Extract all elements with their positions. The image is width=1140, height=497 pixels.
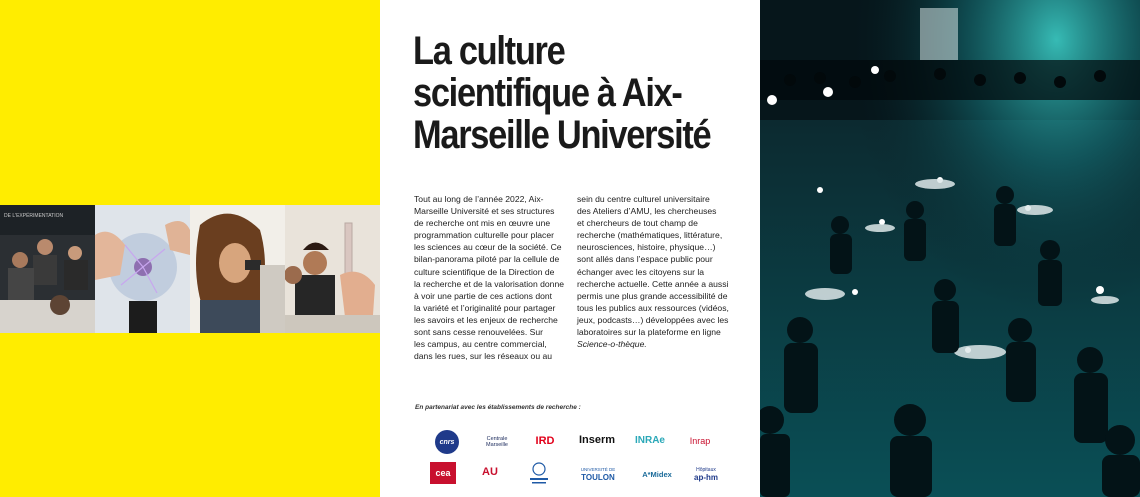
avignon-logo-text: AU — [482, 466, 498, 478]
title-line-2: scientifique à Aix- — [413, 71, 682, 115]
cea-logo-text: cea — [435, 468, 451, 478]
photo-students-test-tube — [285, 205, 380, 333]
cnrs-logo-text: cnrs — [439, 438, 455, 446]
amidex-logo — [638, 466, 676, 482]
body-line: laboratoires sur la plateforme en ligne — [577, 327, 721, 338]
toulon-logo-text: TOULON — [581, 473, 615, 482]
body-line: dans les rues, sur les réseaux ou au — [414, 351, 553, 362]
inrap-logo — [680, 432, 720, 450]
event-photo-image — [760, 0, 1140, 497]
inrae-logo-text: INRAe — [634, 434, 665, 446]
body-line: jeux, podcasts…) développées avec les — [577, 314, 729, 325]
universite-de-toulon-logo — [575, 464, 621, 484]
body-line: tous les publics aux ressources (vidéos, — [577, 302, 729, 313]
body-line: sont allés dans l’espace public pour — [577, 254, 713, 265]
left-yellow-panel — [0, 0, 380, 497]
title-line-3: Marseille Université — [413, 113, 711, 157]
body-line: Tout au long de l’année 2022, Aix- — [414, 194, 544, 204]
body-line: programmation culturelle pour placer — [414, 230, 554, 241]
aphm-logo-text-2: ap-hm — [694, 473, 718, 482]
title-line-1: La culture — [413, 29, 565, 73]
ap-hm-logo — [685, 463, 727, 485]
body-line: recherche actuelle. Cette année a aussi — [577, 278, 729, 289]
body-line: sont sans cesse renouvelées. Sur — [414, 327, 543, 338]
science-o-theque-link[interactable]: Science-o-thèque. — [577, 339, 647, 350]
body-line: à voir une partie de ces actions dont — [414, 290, 553, 301]
inserm-logo — [576, 430, 618, 450]
body-line: échanger avec les citoyens sur la — [577, 266, 705, 277]
photo-sign-text: DE L'EXPÉRIMENTATION — [4, 213, 64, 219]
body-line: neurosciences, histoire, physique…) — [577, 242, 716, 253]
ird-logo-text: IRD — [535, 435, 555, 447]
ird-logo — [530, 430, 560, 452]
centrale-logo-text-1: Centrale — [486, 436, 508, 442]
inrap-logo-text: Inrap — [689, 436, 711, 446]
avignon-university-logo — [480, 461, 500, 483]
photo-students-workshop-image — [0, 205, 95, 333]
body-line: Marseille Université et ses structures — [414, 206, 555, 217]
aphm-logo-text-1: Hôpitaux — [696, 467, 716, 473]
body-line: les savoirs et les enjeux de recherche — [414, 314, 558, 325]
photo-strip — [0, 205, 380, 333]
center-text-panel — [380, 0, 760, 497]
page-title — [413, 29, 711, 157]
photo-girl-microscope — [190, 205, 285, 333]
amidex-logo-text: A*Midex — [642, 469, 672, 479]
body-line: et chercheurs de tout champ de — [577, 218, 698, 229]
inrae-logo — [631, 432, 669, 448]
utln-logo — [524, 461, 554, 485]
cnrs-logo — [435, 430, 459, 454]
event-photo-panel — [760, 0, 1140, 497]
body-line: les campus, au centre commercial, — [414, 339, 547, 350]
centrale-logo-text-2: Marseille — [485, 442, 508, 448]
body-line: des Ateliers d’AMU, les chercheuses — [577, 206, 717, 217]
body-line: la recherche et de la valorisation donne — [414, 278, 565, 289]
inserm-logo-text: Inserm — [578, 434, 616, 446]
body-column-2 — [577, 193, 735, 350]
body-line: culture scientifique de la Direction de — [414, 266, 555, 277]
body-line: les sciences au cœur de la société. Ce — [414, 242, 562, 253]
photo-girl-microscope-image — [190, 205, 285, 333]
cea-logo — [430, 462, 456, 484]
photo-plasma-ball-image — [95, 205, 190, 333]
body-line: recherche (mathématiques, littérature, — [577, 230, 723, 241]
body-line: la variété et l’originalité pour partager — [414, 302, 556, 313]
photo-plasma-ball — [95, 205, 190, 333]
centrale-marseille-logo — [478, 432, 516, 452]
body-line: bilan-panorama piloté par la cellule de — [414, 254, 560, 265]
body-column-1 — [414, 193, 569, 362]
body-line: de recherche ont mis en œuvre une — [414, 218, 551, 229]
photo-students-workshop — [0, 205, 95, 333]
toulon-logo-small-text: UNIVERSITÉ DE — [580, 467, 616, 472]
partners-caption: En partenariat avec les établissements de recherche : — [415, 404, 581, 411]
body-line: permis une plus grande accessibilité de — [577, 290, 728, 301]
photo-students-test-tube-image — [285, 205, 380, 333]
body-line: sein du centre culturel universitaire — [577, 194, 710, 204]
utln-logo-mark — [524, 461, 554, 485]
